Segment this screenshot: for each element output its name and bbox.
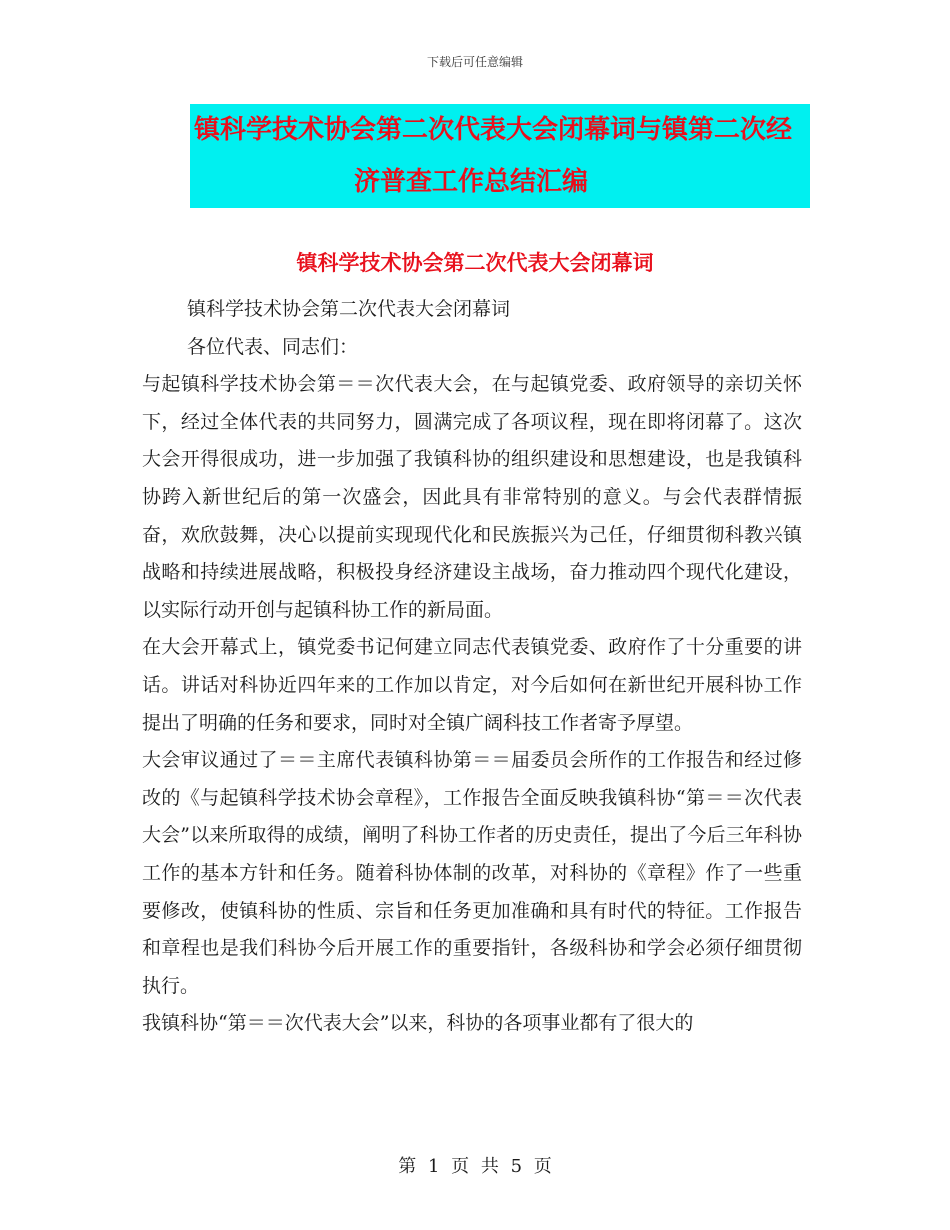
body-subtitle: 镇科学技术协会第二次代表大会闭幕词 xyxy=(187,298,511,320)
body-paragraph: 我镇科协“第＝＝次代表大会”以来，科协的各项事业都有了很大的 xyxy=(142,1012,694,1035)
document-title xyxy=(190,104,810,208)
page-header-note: 下载后可任意编辑 xyxy=(426,55,523,69)
page-number-footer: 第 1 页 共 5 页 xyxy=(398,1156,552,1177)
document-body xyxy=(142,291,802,1043)
salutation: 各位代表、同志们： xyxy=(187,335,359,358)
body-paragraph: 与起镇科学技术协会第＝＝次代表大会，在与起镇党委、政府领导的亲切关怀下，经过全体代表的共同努力，圆满完成了各项议程，现在即将闭幕了。这次大会开得很成功，进一步加强了我镇科协的组织建设和思想建设，也是我镇科协跨入新世纪后的第一次盛会，因此具有非常特别的意义。与会代表群情振奋，欢欣鼓舞，决心以提前实现现代化和民族振兴为己任，仔细贯彻科教兴镇战略和持续进展战略，积极投身经济建设主战场，奋力推动四个现代化建设，以实际行动开创与起镇科协工作的新局面。 xyxy=(142,373,802,621)
body-paragraph: 大会审议通过了＝＝主席代表镇科协第＝＝届委员会所作的工作报告和经过修改的《与起镇科学技术协会章程》，工作报告全面反映我镇科协“第＝＝次代表大会”以来所取得的成绩，阐明了科协工作者的历史责任，提出了今后三年科协工作的基本方针和任务。随着科协体制的改革，对科协的《章程》作了一些重要修改，使镇科协的性质、宗旨和任务更加准确和具有时代的特征。工作报告和章程也是我们科协今后开展工作的重要指针，各级科协和学会必须仔细贯彻执行。 xyxy=(142,749,802,997)
body-paragraph: 在大会开幕式上，镇党委书记何建立同志代表镇党委、政府作了十分重要的讲话。讲话对科协近四年来的工作加以肯定，对今后如何在新世纪开展科协工作提出了明确的任务和要求，同时对全镇广阔科技工作者寄予厚望。 xyxy=(142,636,802,734)
document-title-line-1: 镇科学技术协会第二次代表大会闭幕词与镇第二次经 xyxy=(194,115,793,145)
section-title: 镇科学技术协会第二次代表大会闭幕词 xyxy=(296,251,654,275)
document-title-line-2: 济普查工作总结汇编 xyxy=(354,167,589,197)
